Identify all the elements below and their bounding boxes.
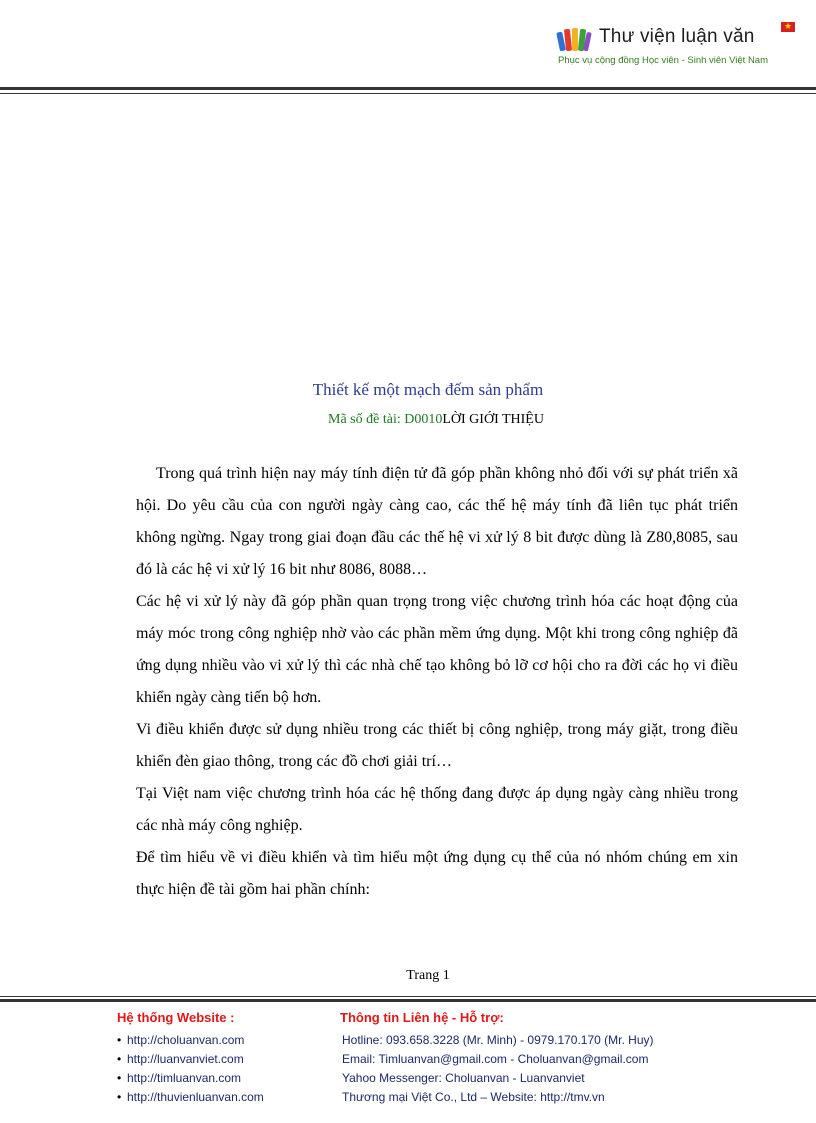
paragraph: Để tìm hiểu về vi điều khiển và tìm hiểu một ứng dụng cụ thể của nó nhóm chúng em xin thực hiện đề tài gồm hai phần chính: (136, 849, 738, 898)
document-title: Thiết kế một mạch đếm sản phẩm (312, 380, 544, 399)
header-divider-thick (0, 87, 816, 90)
website-link[interactable]: http://choluanvan.com (127, 1033, 245, 1047)
footer-contact-title: Thông tin Liên hệ - Hỗ trợ: (340, 1010, 504, 1025)
website-link[interactable]: http://timluanvan.com (127, 1071, 242, 1085)
contact-hotline: Hotline: 093.658.3228 (Mr. Minh) - 0979.170.170 (Mr. Huy) (342, 1033, 654, 1047)
list-item[interactable] (117, 1069, 264, 1088)
contact-email[interactable]: Email: Timluanvan@gmail.com - Choluanvan@gmail.com (342, 1052, 649, 1066)
logo-subtitle: Phục vụ cộng đồng Học viên - Sinh viên Việt Nam (558, 55, 768, 66)
footer-divider-thin (0, 996, 816, 997)
header-divider-thin (0, 93, 816, 94)
website-link[interactable]: http://thuvienluanvan.com (127, 1090, 264, 1104)
page-number: Trang 1 (406, 968, 450, 983)
list-item[interactable] (117, 1031, 264, 1050)
contact-company[interactable]: Thương mại Việt Co., Ltd – Website: http://tmv.vn (342, 1090, 605, 1104)
contact-yahoo: Yahoo Messenger: Choluanvan - Luanvanviet (342, 1071, 585, 1085)
paragraph: Vi điều khiển được sử dụng nhiều trong các thiết bị công nghiệp, trong máy giặt, trong điều khiển đèn giao thông, trong các đồ chơi giải trí… (136, 721, 738, 770)
topic-code-line (0, 412, 816, 428)
list-item[interactable] (117, 1050, 264, 1069)
bullet-icon: • (117, 1052, 122, 1066)
vietnam-flag-icon (781, 22, 795, 32)
list-item[interactable] (117, 1088, 264, 1107)
footer-websites-list (117, 1031, 264, 1107)
footer-contact-list (342, 1031, 654, 1107)
footer-divider-thick (0, 999, 816, 1002)
paragraph: Trong quá trình hiện nay máy tính điện tử đã góp phần không nhỏ đối với sự phát triển xã hội. Do yêu cầu của con người ngày càng cao, các thế hệ máy tính đã liên tục phát triển không ngừng. Ngay trong giai đoạn đầu các thế hệ vi xử lý 8 bit được dùng là Z80,8085, sau đó là các hệ vi xử lý 16 bit như 8086, 8088… (136, 465, 738, 578)
books-logo-icon (556, 24, 592, 52)
bullet-icon: • (117, 1071, 122, 1085)
intro-heading: LỜI GIỚI THIỆU (442, 412, 544, 427)
logo-title: Thư viện luận văn (599, 26, 755, 47)
topic-code-value: D0010 (404, 412, 443, 427)
body-text (136, 458, 738, 906)
paragraph: Các hệ vi xử lý này đã góp phần quan trọng trong việc chương trình hóa các hoạt động của máy móc trong công nghiệp nhờ vào các phần mềm ứng dụng. Một khi trong công nghiệp đã ứng dụng nhiều vào vi xử lý thì các nhà chế tạo không bỏ lỡ cơ hội cho ra đời các họ vi điều khiển ngày càng tiến bộ hơn. (136, 593, 738, 706)
site-logo[interactable] (556, 22, 801, 72)
bullet-icon: • (117, 1033, 122, 1047)
flag-star-icon: ★ (784, 21, 793, 31)
topic-code-label: Mã số đề tài: (328, 412, 405, 427)
website-link[interactable]: http://luanvanviet.com (127, 1052, 244, 1066)
paragraph: Tại Việt nam việc chương trình hóa các hệ thống đang được áp dụng ngày càng nhiều trong các nhà máy công nghiệp. (136, 785, 738, 834)
bullet-icon: • (117, 1090, 122, 1104)
footer-websites-title: Hệ thống Website : (117, 1010, 235, 1025)
